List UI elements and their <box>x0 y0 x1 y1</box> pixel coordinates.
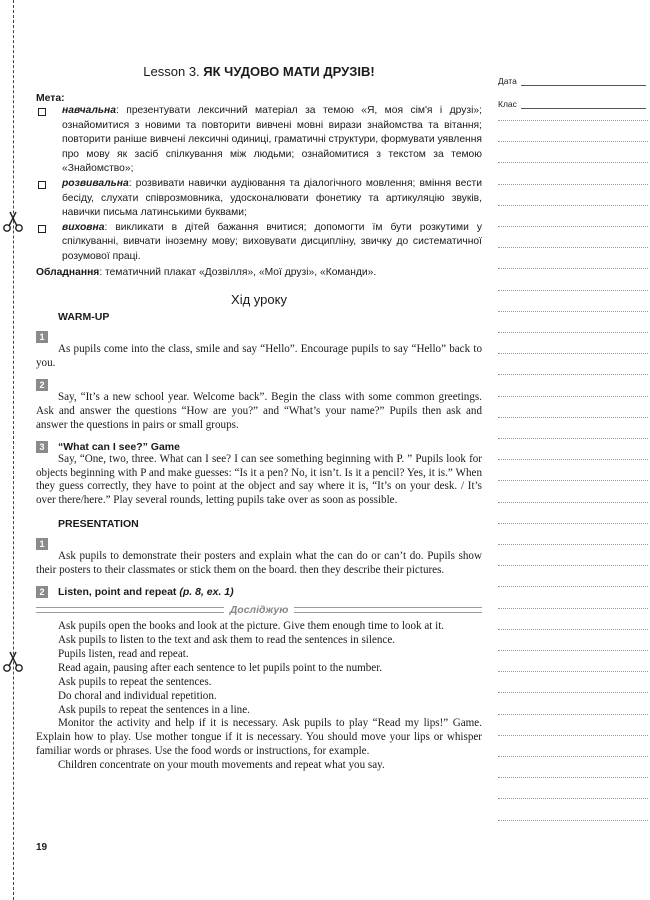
note-line[interactable] <box>498 502 648 503</box>
step-header <box>36 331 482 343</box>
note-line[interactable] <box>498 396 648 397</box>
progress-title: Хід уроку <box>231 292 287 308</box>
note-line[interactable] <box>498 417 648 418</box>
cut-line <box>13 0 14 900</box>
step-header <box>36 379 482 391</box>
checkbox-icon <box>38 108 46 116</box>
section-presentation: PRESENTATION <box>58 518 139 531</box>
note-line[interactable] <box>498 120 648 121</box>
date-line[interactable] <box>521 76 646 86</box>
class-field[interactable] <box>498 89 648 109</box>
note-line[interactable] <box>498 798 648 799</box>
aim-text: : розвивати навички аудіювання та діалогічного мовлення; вміння вести бесіду, слухати співрозмовника, удосконалювати фонетику та артикуляцію звуків, навички письма латинськими буквами; <box>62 177 482 219</box>
step-number: 2 <box>36 379 48 391</box>
scissors-icon <box>1 650 25 674</box>
class-line[interactable] <box>521 99 646 109</box>
lesson-heading: ЯК ЧУДОВО МАТИ ДРУЗІВ! <box>203 64 375 79</box>
step-title <box>58 586 234 598</box>
paragraph: Ask pupils to listen to the text and ask them to read the sentences in silence. <box>58 634 396 646</box>
note-line[interactable] <box>498 523 648 524</box>
note-line[interactable] <box>498 459 648 460</box>
step-number: 1 <box>36 538 48 550</box>
note-line[interactable] <box>498 162 648 163</box>
date-field[interactable] <box>498 66 648 86</box>
note-line[interactable] <box>498 650 648 651</box>
aim-kind: розвивальна <box>62 177 129 189</box>
note-line[interactable] <box>498 629 648 630</box>
checkbox-icon <box>38 225 46 233</box>
paragraph: Do choral and individual repetition. <box>58 689 217 702</box>
note-line[interactable] <box>498 141 648 142</box>
lesson-plan <box>36 64 482 773</box>
aim-item <box>36 177 482 221</box>
note-line[interactable] <box>498 353 648 354</box>
step-title-text: Listen, point and repeat <box>58 586 177 599</box>
note-line[interactable] <box>498 290 648 291</box>
aim-text: : викликати в дітей бажання вчитися; допомогти їм бути розкутими у спілкуванні, вивчати іноземну мову; виховувати дисципліну, звичку до систематичної розумової праці. <box>62 221 482 262</box>
note-line[interactable] <box>498 247 648 248</box>
aims-label: Мета: <box>36 93 65 104</box>
step-text: Say, “One, two, three. What can I see? I can see something beginning with P. ” Pupils look for objects beginning with P and make guesses: “Is it a pen? No, it isn’t. Is it a pencil? Yes, it is.” When they guess correctly, they have to point at the object and say where it is, “It’s on your desk. / It’s over there/here.” Play several rounds, letting pupils take over as soon as possible. <box>36 452 482 507</box>
section-warmup: WARM-UP <box>58 311 110 324</box>
aim-item <box>36 221 482 265</box>
paragraph: Read again, pausing after each sentence to let pupils point to the number. <box>58 661 383 674</box>
note-line[interactable] <box>498 438 648 439</box>
note-line[interactable] <box>498 480 648 481</box>
equipment-label: Обладнання <box>36 266 100 278</box>
note-line[interactable] <box>498 268 648 269</box>
note-line[interactable] <box>498 608 648 609</box>
explore-label: Досліджую <box>229 604 289 617</box>
step-header <box>36 586 482 598</box>
notes-column <box>498 66 648 109</box>
step-text: As pupils come into the class, smile and say “Hello”. Encourage pupils to say “Hello” back to you. <box>36 343 482 370</box>
step-number: 1 <box>36 331 48 343</box>
class-label: Клас <box>498 99 517 109</box>
step-text: Say, “It’s a new school year. Welcome back”. Begin the class with some common greetings. Ask and answer the questions “How are you?” and “What’s your name?” Pupils then ask and answer the questions in pairs or small groups. <box>36 390 482 431</box>
scissors-icon <box>1 210 25 234</box>
note-line[interactable] <box>498 714 648 715</box>
step-header <box>36 538 482 550</box>
note-line[interactable] <box>498 671 648 672</box>
step-text: Ask pupils to demonstrate their posters and explain what the can do or can’t do. Pupils show their posters to their classmates or stick them on the board. then they describe their pictures. <box>36 550 482 577</box>
note-line[interactable] <box>498 205 648 206</box>
note-line[interactable] <box>498 332 648 333</box>
step-number: 3 <box>36 441 48 453</box>
equipment-text: : тематичний плакат «Дозвілля», «Мої друзі», «Команди». <box>99 266 377 278</box>
note-line[interactable] <box>498 692 648 693</box>
paragraph: Pupils listen, read and repeat. <box>58 647 189 660</box>
divider-bar <box>36 607 224 613</box>
note-line[interactable] <box>498 756 648 757</box>
step-title-ref: (p. 8, ex. 1) <box>179 586 234 599</box>
note-line[interactable] <box>498 735 648 736</box>
note-line[interactable] <box>498 777 648 778</box>
note-line[interactable] <box>498 374 648 375</box>
paragraph: Ask pupils to repeat the sentences. <box>58 675 212 688</box>
step-title: “What can I see?” Game <box>58 440 180 453</box>
aim-kind: навчальна <box>62 105 116 116</box>
note-line[interactable] <box>498 184 648 185</box>
lesson-title <box>36 64 482 79</box>
note-line[interactable] <box>498 226 648 227</box>
step-number: 2 <box>36 586 48 598</box>
paragraph: Ask pupils open the books and look at the picture. Give them enough time to look at it. <box>58 620 445 633</box>
explore-divider <box>36 604 482 616</box>
note-line[interactable] <box>498 820 648 821</box>
equipment <box>36 266 482 281</box>
date-label: Дата <box>498 76 517 86</box>
divider-bar <box>294 607 482 613</box>
aim-text: : презентувати лексичний матеріал за темою «Я, моя сім'я і друзі»; ознайомитися з новими та повторити вивчені мовні вирази знайомства та вітання; повторити раніше вивчені лексичні одиниці, граматичні структури, формувати уявлення про мову як засіб спілкування між людьми; ознайомитися з текстом за темою «Знайомство»; <box>62 105 482 175</box>
page-number: 19 <box>36 842 48 853</box>
step-header <box>36 441 482 453</box>
paragraph: Ask pupils to repeat the sentences in a line. <box>58 703 250 716</box>
paragraph: Children concentrate on your mouth movements and repeat what you say. <box>58 759 385 772</box>
note-line[interactable] <box>498 586 648 587</box>
checkbox-icon <box>38 181 46 189</box>
aim-kind: виховна <box>62 221 105 233</box>
note-line[interactable] <box>498 544 648 545</box>
lesson-label: Lesson 3. <box>143 64 200 79</box>
paragraph: Monitor the activity and help if it is necessary. Ask pupils to play “Read my lips!” Game. Explain how to play. Use mother tongue if it is necessary. You should move your lips or whisper familiar words or phrases. Use the food words or instructions, for example. <box>36 717 482 758</box>
note-line[interactable] <box>498 311 648 312</box>
aim-item <box>36 104 482 177</box>
note-line[interactable] <box>498 565 648 566</box>
